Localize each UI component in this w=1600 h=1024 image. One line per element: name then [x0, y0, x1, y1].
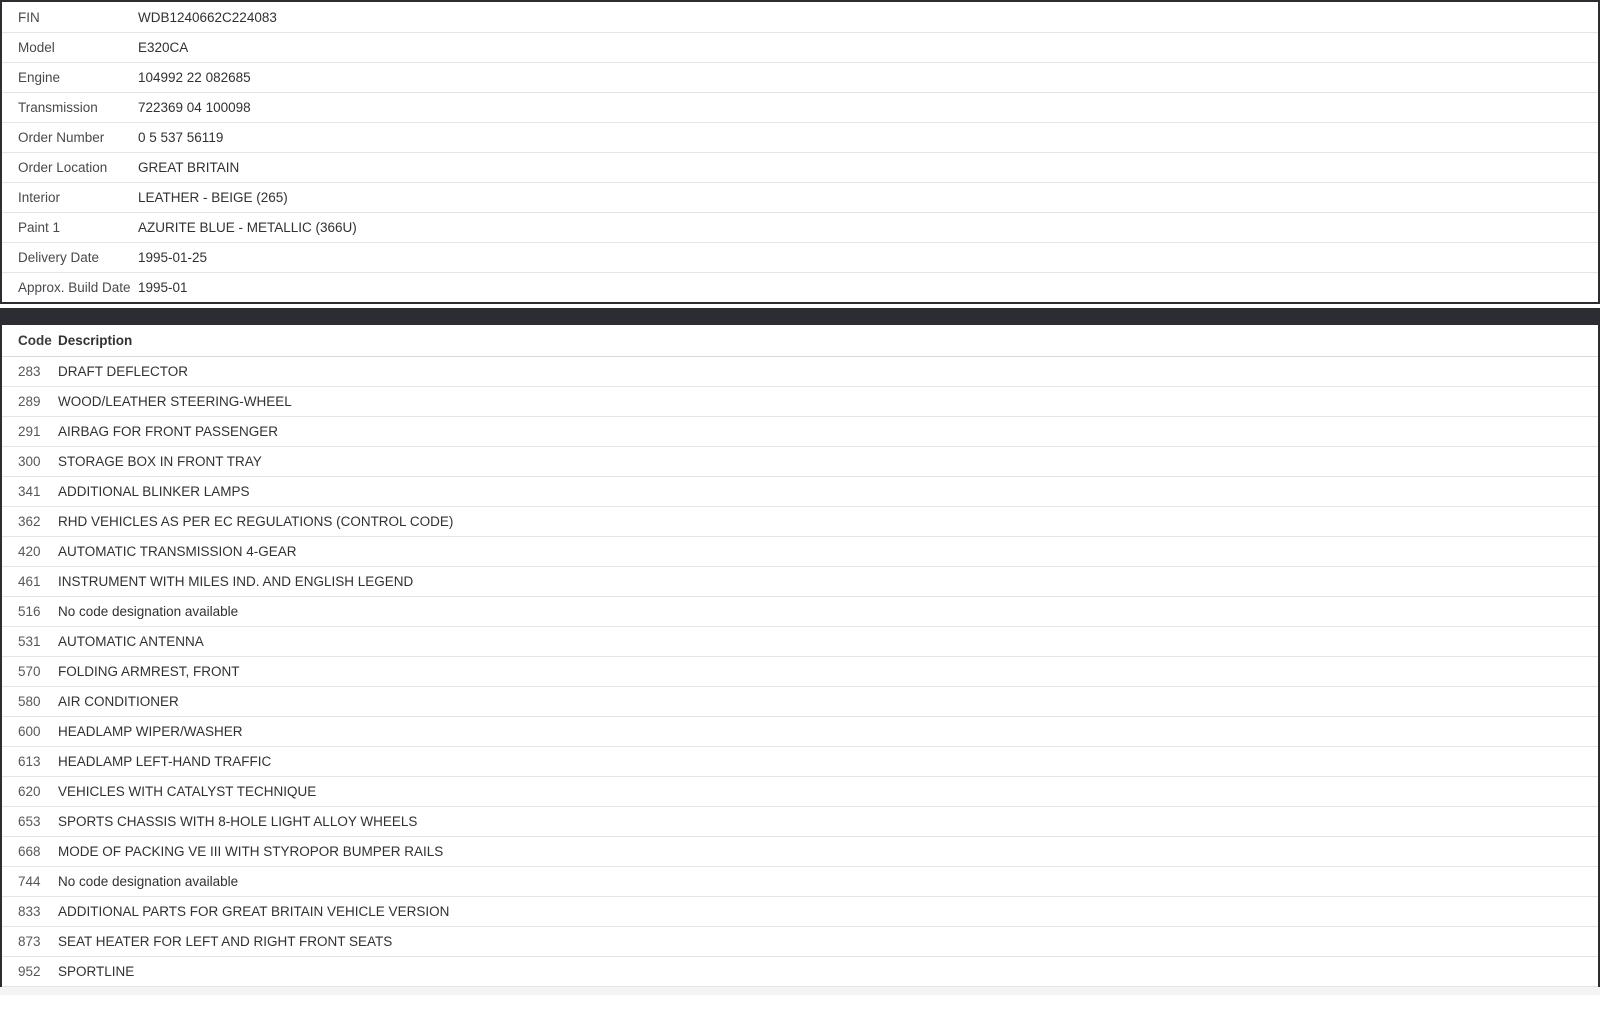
option-code: 580 [18, 694, 41, 709]
option-code: 283 [18, 364, 41, 379]
bottom-strip [0, 987, 1600, 995]
option-code-row [2, 657, 1598, 687]
info-label: Model [18, 40, 55, 55]
option-code-row [2, 627, 1598, 657]
option-description: SPORTLINE [58, 964, 135, 979]
option-code: 873 [18, 934, 41, 949]
option-code-row [2, 867, 1598, 897]
option-code-row [2, 747, 1598, 777]
info-value: LEATHER - BEIGE (265) [138, 190, 288, 205]
option-code-row [2, 927, 1598, 957]
vehicle-info-row [2, 272, 1598, 302]
option-description: AIRBAG FOR FRONT PASSENGER [58, 424, 279, 439]
option-code: 833 [18, 904, 41, 919]
option-code-row [2, 567, 1598, 597]
option-code: 516 [18, 604, 41, 619]
vehicle-info-row [2, 182, 1598, 212]
option-codes-rows [2, 357, 1598, 987]
option-code: 362 [18, 514, 41, 529]
info-label: Interior [18, 190, 61, 205]
option-description: SEAT HEATER FOR LEFT AND RIGHT FRONT SEATS [58, 934, 393, 949]
info-label: Delivery Date [18, 250, 100, 265]
option-code-row [2, 687, 1598, 717]
option-description: ADDITIONAL PARTS FOR GREAT BRITAIN VEHICLE VERSION [58, 904, 450, 919]
vehicle-info-table [0, 0, 1600, 304]
option-code-row [2, 717, 1598, 747]
vehicle-info-row [2, 242, 1598, 272]
option-description: ADDITIONAL BLINKER LAMPS [58, 484, 250, 499]
option-code: 600 [18, 724, 41, 739]
vehicle-info-row [2, 62, 1598, 92]
vehicle-info-row [2, 2, 1598, 32]
option-description: RHD VEHICLES AS PER EC REGULATIONS (CONTROL CODE) [58, 514, 454, 529]
option-codes-header-row [2, 325, 1598, 357]
option-description: HEADLAMP LEFT-HAND TRAFFIC [58, 754, 272, 769]
info-label: Approx. Build Date [18, 280, 131, 295]
vehicle-info-row [2, 32, 1598, 62]
info-value: WDB1240662C224083 [138, 9, 277, 25]
vehicle-info-row [2, 92, 1598, 122]
info-label: Engine [18, 70, 61, 85]
option-code-row [2, 597, 1598, 627]
vehicle-info-row [2, 122, 1598, 152]
option-description: MODE OF PACKING VE III WITH STYROPOR BUMPER RAILS [58, 844, 444, 859]
info-value: AZURITE BLUE - METALLIC (366U) [138, 220, 357, 235]
option-code: 291 [18, 424, 41, 439]
option-code: 289 [18, 394, 41, 409]
option-code: 300 [18, 454, 41, 469]
vehicle-info-rows [2, 2, 1598, 302]
info-label: Paint 1 [18, 220, 61, 235]
code-column-header: Code [18, 333, 52, 348]
info-label: Transmission [18, 100, 98, 115]
option-code: 952 [18, 964, 41, 979]
info-value: E320CA [138, 40, 189, 55]
option-code: 668 [18, 844, 41, 859]
option-description: INSTRUMENT WITH MILES IND. AND ENGLISH LEGEND [58, 574, 414, 589]
info-value: 104992 22 082685 [138, 70, 251, 85]
option-code: 570 [18, 664, 41, 679]
option-code-row [2, 777, 1598, 807]
vehicle-info-row [2, 152, 1598, 182]
option-code-row [2, 477, 1598, 507]
option-code: 461 [18, 574, 41, 589]
option-code-row [2, 957, 1598, 987]
option-description: FOLDING ARMREST, FRONT [58, 664, 240, 679]
info-label: Order Number [18, 130, 105, 145]
info-value: 0 5 537 56119 [138, 130, 224, 145]
option-code-row [2, 447, 1598, 477]
option-description: HEADLAMP WIPER/WASHER [58, 724, 243, 739]
option-codes-table [0, 325, 1600, 987]
option-code-row [2, 897, 1598, 927]
option-code-row [2, 417, 1598, 447]
info-label: Order Location [18, 160, 108, 175]
description-column-header: Description [58, 333, 133, 348]
option-description: DRAFT DEFLECTOR [58, 364, 189, 379]
option-description: STORAGE BOX IN FRONT TRAY [58, 454, 262, 469]
option-code: 613 [18, 754, 41, 769]
option-description: VEHICLES WITH CATALYST TECHNIQUE [58, 784, 317, 799]
option-code-row [2, 387, 1598, 417]
info-value: GREAT BRITAIN [138, 160, 240, 175]
option-code-row [2, 807, 1598, 837]
option-code: 420 [18, 544, 41, 559]
option-code: 341 [18, 484, 41, 499]
option-description: No code designation available [58, 604, 239, 619]
option-code: 653 [18, 814, 41, 829]
info-value: 1995-01 [138, 280, 188, 295]
option-description: AUTOMATIC TRANSMISSION 4-GEAR [58, 544, 297, 559]
option-code-row [2, 837, 1598, 867]
option-code-row [2, 507, 1598, 537]
info-label: FIN [18, 9, 40, 25]
option-description: AUTOMATIC ANTENNA [58, 634, 204, 649]
option-code: 744 [18, 874, 41, 889]
section-divider-bar [0, 308, 1600, 325]
option-description: SPORTS CHASSIS WITH 8-HOLE LIGHT ALLOY WHEELS [58, 814, 418, 829]
option-description: No code designation available [58, 874, 239, 889]
info-value: 1995-01-25 [138, 250, 208, 265]
option-description: WOOD/LEATHER STEERING-WHEEL [58, 394, 292, 409]
option-code-row [2, 357, 1598, 387]
option-code: 620 [18, 784, 41, 799]
option-code: 531 [18, 634, 41, 649]
option-description: AIR CONDITIONER [58, 694, 179, 709]
info-value: 722369 04 100098 [138, 100, 251, 115]
option-code-row [2, 537, 1598, 567]
vehicle-info-row [2, 212, 1598, 242]
